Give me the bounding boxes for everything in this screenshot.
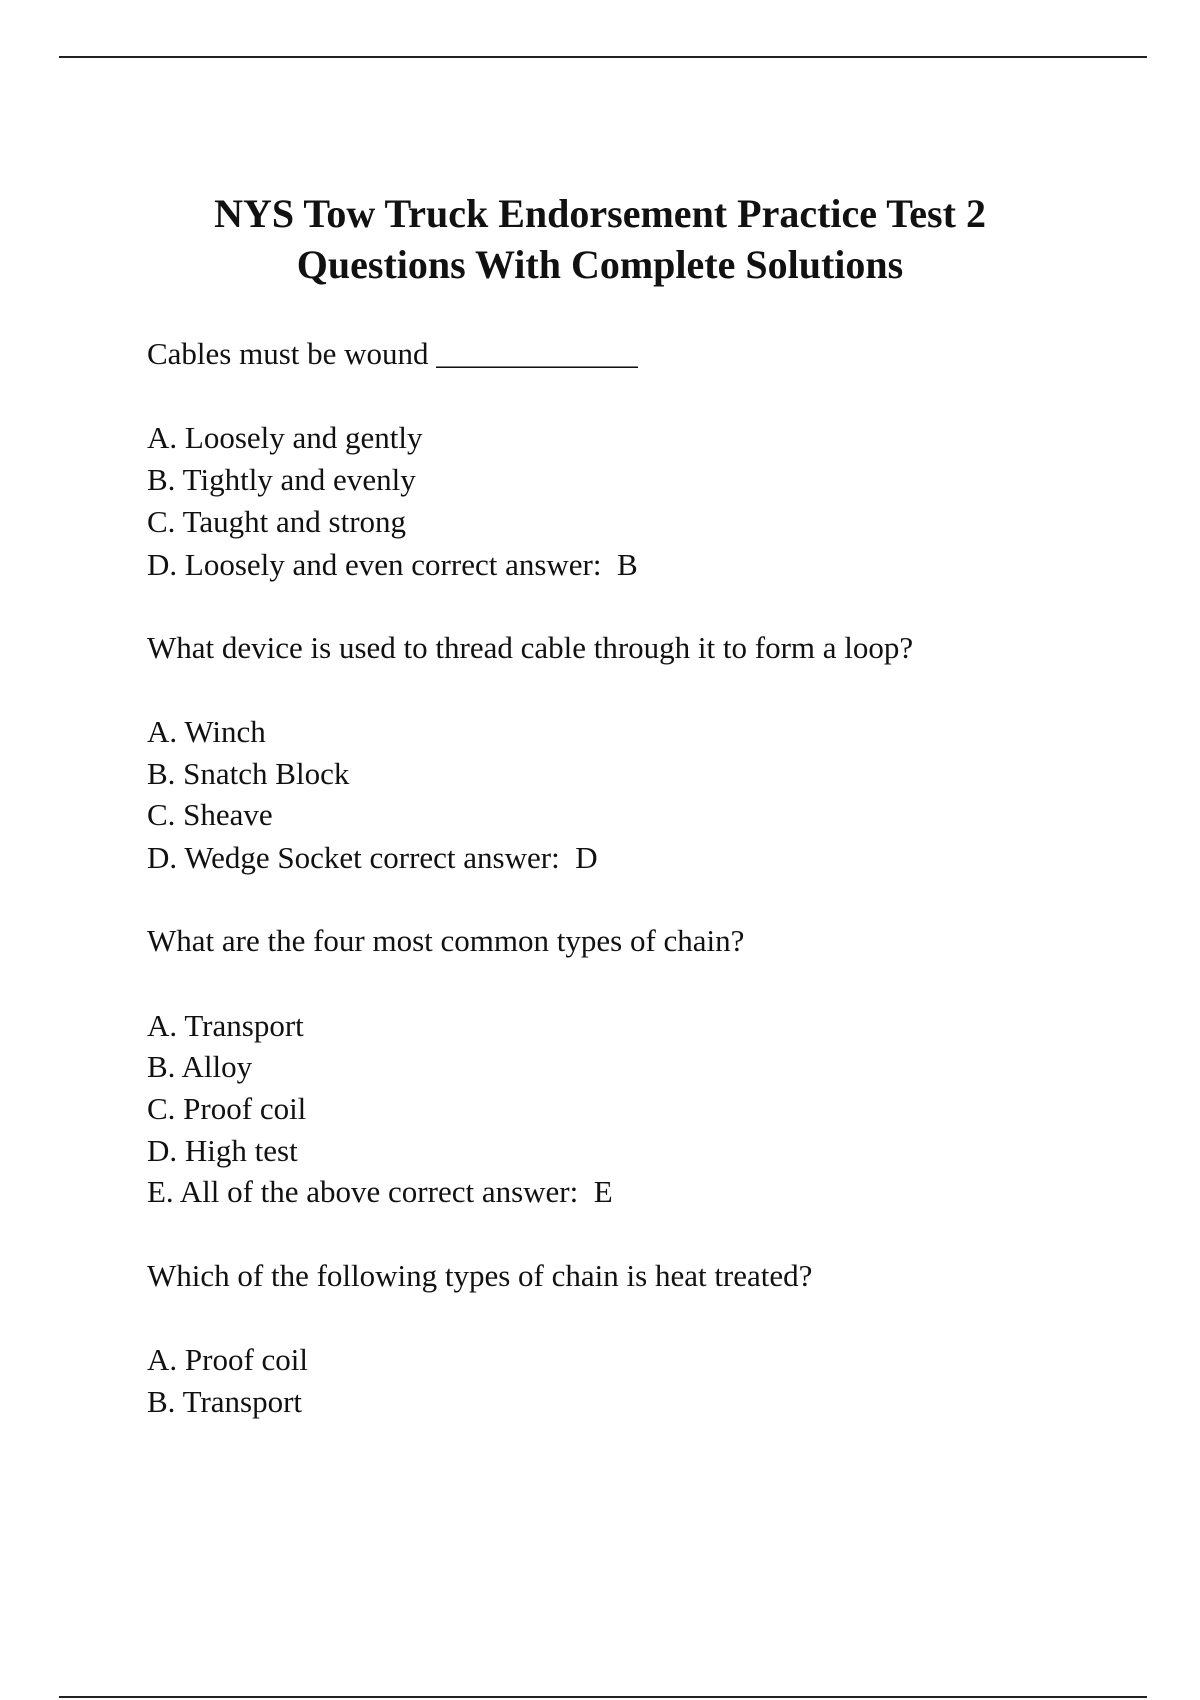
- question-1-option-c: C. Taught and strong: [147, 504, 407, 539]
- question-2-option-a: A. Winch: [147, 714, 266, 749]
- question-3-option-b: B. Alloy: [147, 1049, 253, 1084]
- question-2-prompt: What device is used to thread cable through it to form a loop?: [147, 630, 914, 665]
- question-4-prompt: Which of the following types of chain is heat treated?: [147, 1258, 813, 1293]
- question-3-option-a: A. Transport: [147, 1008, 304, 1043]
- question-1-option-b: B. Tightly and evenly: [147, 462, 416, 497]
- question-2-option-b: B. Snatch Block: [147, 756, 350, 791]
- footer-rule: [59, 1696, 1147, 1698]
- document-title-line2: Questions With Complete Solutions: [296, 242, 904, 287]
- question-4-option-b: B. Transport: [147, 1384, 303, 1419]
- header-rule: [59, 56, 1147, 58]
- question-3-prompt: What are the four most common types of chain?: [147, 923, 745, 958]
- question-3-option-c: C. Proof coil: [147, 1091, 307, 1126]
- question-3-option-e: E. All of the above correct answer: E: [147, 1174, 613, 1209]
- question-4-option-a: A. Proof coil: [147, 1342, 309, 1377]
- question-1-option-d: D. Loosely and even correct answer: B: [147, 547, 638, 582]
- document-title-line1: NYS Tow Truck Endorsement Practice Test 2: [214, 191, 986, 236]
- question-2-option-c: C. Sheave: [147, 797, 273, 832]
- question-3-option-d: D. High test: [147, 1133, 298, 1168]
- question-2-option-d: D. Wedge Socket correct answer: D: [147, 840, 598, 875]
- question-1-prompt: Cables must be wound _____________: [147, 336, 638, 371]
- question-1-option-a: A. Loosely and gently: [147, 420, 423, 455]
